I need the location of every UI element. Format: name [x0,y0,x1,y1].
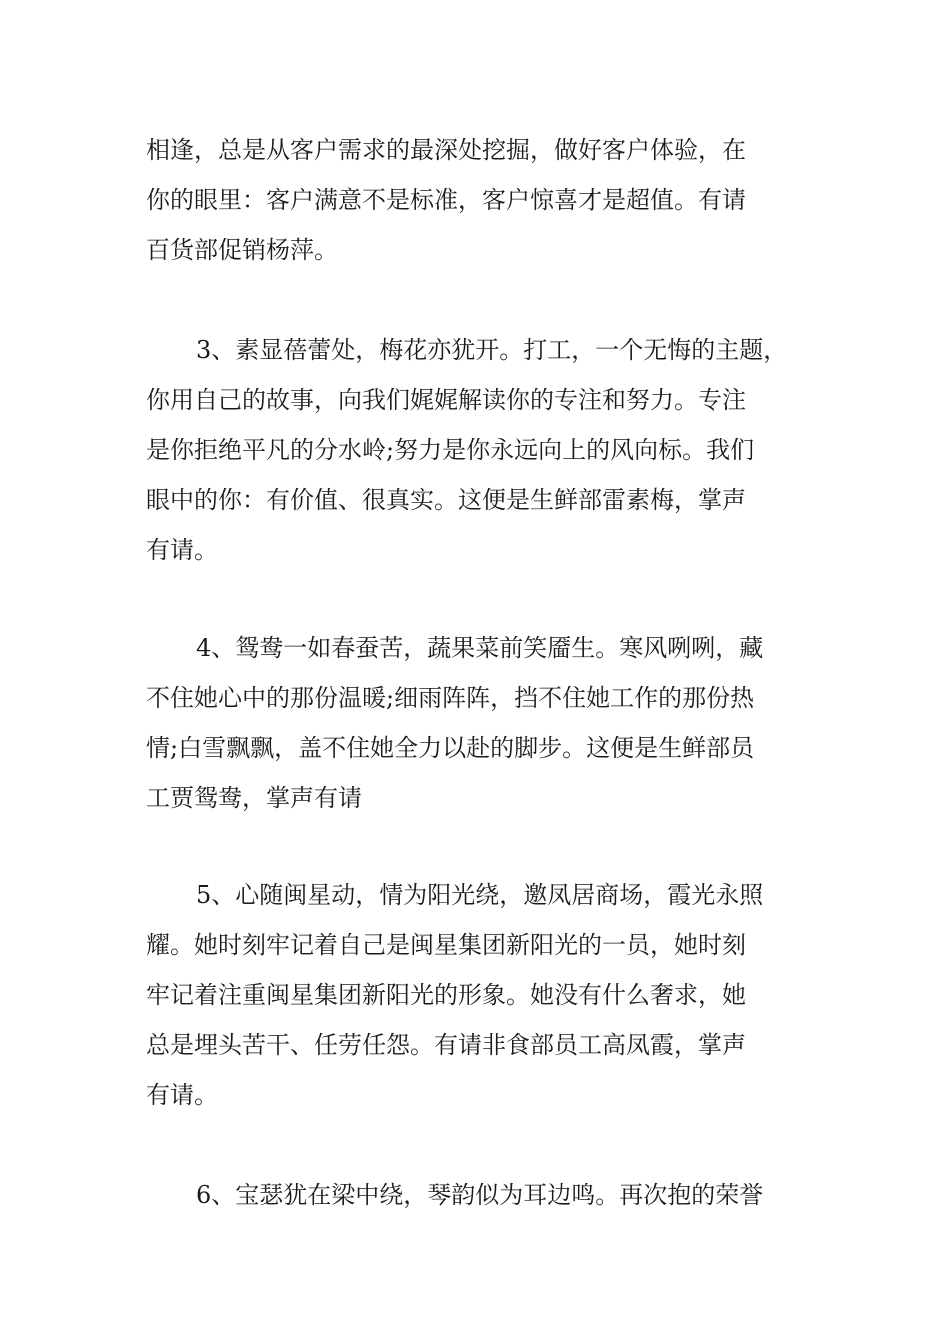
paragraph-line: 是你拒绝平凡的分水岭;努力是你永远向上的风向标。我们 [146,436,755,464]
paragraph-line: 有请。 [146,536,218,564]
paragraph-line: 有请。 [146,1081,218,1109]
paragraph-line: 不住她心中的那份温暖;细雨阵阵，挡不住她工作的那份热 [146,684,755,712]
paragraph-line: 3、素显蓓蕾处，梅花亦犹开。打工，一个无悔的主题， [196,336,788,364]
paragraph-line: 牢记着注重闽星集团新阳光的形象。她没有什么奢求，她 [146,981,746,1009]
paragraph-line: 你的眼里：客户满意不是标准，客户惊喜才是超值。有请 [146,186,746,214]
paragraph-line: 4、鸳鸯一如春蚕苦，蔬果菜前笑靥生。寒风咧咧，藏 [196,634,764,662]
paragraph-line: 总是埋头苦干、任劳任怨。有请非食部员工高凤霞，掌声 [146,1031,746,1059]
paragraph-line: 眼中的你：有价值、很真实。这便是生鲜部雷素梅，掌声 [146,486,746,514]
paragraph-line: 工贾鸳鸯，掌声有请 [146,784,362,812]
paragraph-line: 耀。她时刻牢记着自己是闽星集团新阳光的一员，她时刻 [146,931,746,959]
paragraph-line: 你用自己的故事，向我们娓娓解读你的专注和努力。专注 [146,386,746,414]
paragraph-line: 情;白雪飘飘，盖不住她全力以赴的脚步。这便是生鲜部员 [146,734,755,762]
paragraph-line: 6、宝瑟犹在梁中绕，琴韵似为耳边鸣。再次抱的荣誉 [196,1181,764,1209]
paragraph-line: 百货部促销杨萍。 [146,236,338,264]
paragraph-line: 相逢，总是从客户需求的最深处挖掘，做好客户体验，在 [146,136,746,164]
paragraph-line: 5、心随闽星动，情为阳光绕，邀凤居商场，霞光永照 [196,881,764,909]
